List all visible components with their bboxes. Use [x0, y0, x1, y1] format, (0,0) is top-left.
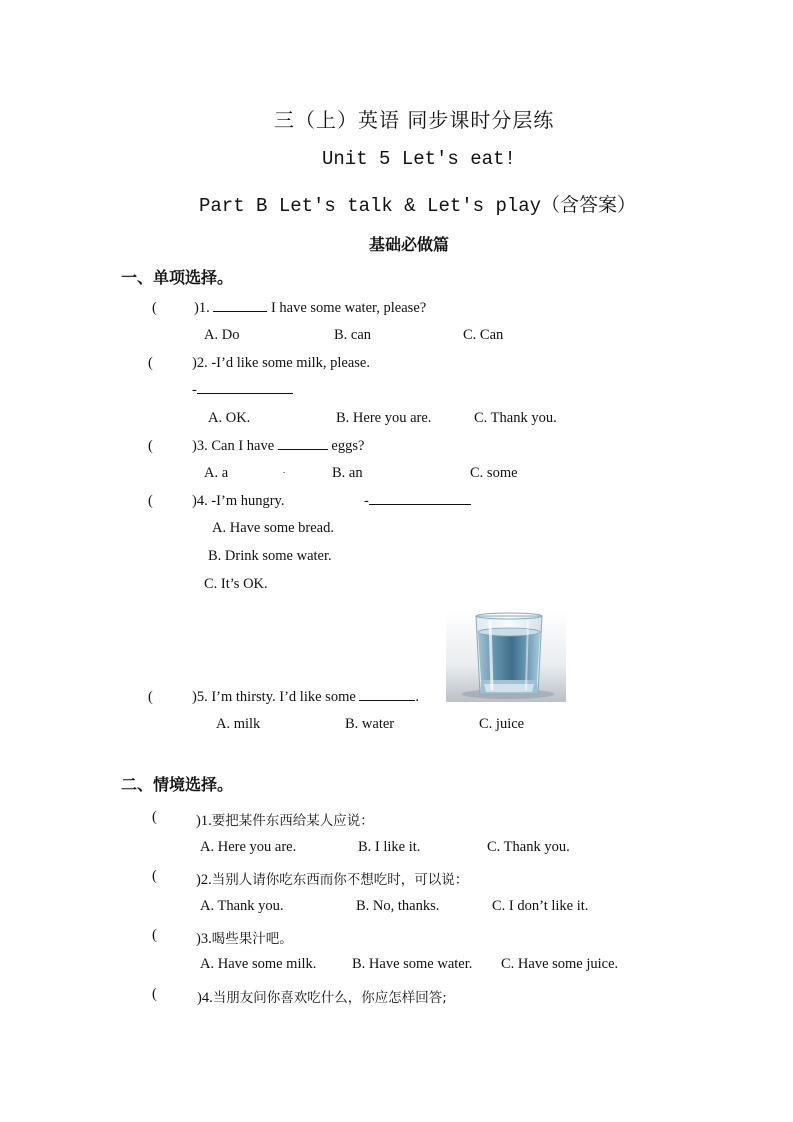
question-1: [194, 300, 426, 317]
option: C. I don’t like it.: [492, 898, 589, 914]
answer-paren: (: [152, 300, 157, 316]
answer-blank[interactable]: [369, 504, 471, 505]
question-number: )4.: [197, 990, 213, 1006]
page-title: 三（上）英语 同步课时分层练: [274, 108, 555, 132]
question-number: )1.: [196, 813, 212, 829]
question-text: 当朋友问你喜欢吃什么，你应怎样回答;: [212, 990, 447, 1006]
question-number: )2.: [196, 872, 212, 888]
option: A. Have some bread.: [212, 520, 334, 536]
option: C. Thank you.: [487, 839, 570, 855]
situation-question-1: [196, 809, 374, 830]
glass-of-water-icon: [446, 610, 566, 702]
answer-paren: (: [152, 927, 157, 943]
option: A. milk: [216, 716, 261, 732]
answer-paren: (: [148, 438, 153, 454]
reply-line: [192, 382, 293, 399]
option: A. Here you are.: [200, 839, 297, 855]
reply-line: [364, 493, 471, 510]
question-text: -I’d like some milk, please.: [211, 355, 370, 371]
option: C. Can: [463, 327, 504, 343]
option: C. some: [470, 465, 518, 481]
answer-paren: (: [148, 493, 153, 509]
option: C. It’s OK.: [204, 576, 268, 592]
option: C. juice: [479, 716, 525, 732]
question-number: )3.: [196, 931, 212, 947]
answer-paren: (: [148, 355, 153, 371]
answer-paren: (: [152, 868, 157, 884]
option: B. Here you are.: [336, 410, 432, 426]
question-number: )5.: [192, 689, 208, 705]
question-text: 当别人请你吃东西而你不想吃时，可以说：: [211, 872, 469, 888]
answer-paren: (: [152, 986, 157, 1002]
question-3: [192, 438, 364, 455]
answer-blank[interactable]: [213, 311, 267, 312]
option: A. Thank you.: [200, 898, 284, 914]
option: B. can: [334, 327, 372, 343]
reply-dash: -: [192, 382, 197, 398]
question-text: Can I have: [211, 438, 278, 454]
option: B. No, thanks.: [356, 898, 440, 914]
question-number: )2.: [192, 355, 208, 371]
option: B. water: [345, 716, 395, 732]
answer-blank[interactable]: [197, 393, 293, 394]
question-text: .: [415, 689, 420, 705]
question-2: [192, 355, 370, 372]
question-text: I’m thirsty. I’d like some: [211, 689, 360, 705]
option: A. OK.: [208, 410, 251, 426]
option: C. Have some juice.: [501, 956, 619, 972]
option: B. Drink some water.: [208, 548, 332, 564]
option: B. I like it.: [358, 839, 421, 855]
section-2-heading: 二、情境选择。: [121, 775, 234, 794]
level-heading: 基础必做篇: [369, 235, 450, 254]
part-title: Part B Let's talk & Let's play（含答案）: [199, 195, 637, 217]
option: C. Thank you.: [474, 410, 557, 426]
question-text: 要把某件东西给某人应说：: [211, 813, 374, 829]
answer-paren: (: [152, 809, 157, 825]
question-number: )4.: [192, 493, 208, 509]
question-text: eggs?: [327, 438, 365, 454]
option: A. Have some milk.: [200, 956, 317, 972]
option: A. a: [204, 465, 229, 481]
question-text: I have some water, please?: [267, 300, 427, 316]
reply-dash: -: [364, 493, 369, 509]
question-text: -I’m hungry.: [211, 493, 285, 509]
question-5: [192, 689, 419, 706]
stray-dot: .: [283, 465, 286, 475]
option: B. Have some water.: [352, 956, 473, 972]
unit-title: Unit 5 Let's eat!: [322, 148, 516, 170]
question-number: )3.: [192, 438, 208, 454]
option: A. Do: [204, 327, 240, 343]
question-number: )1.: [194, 300, 210, 316]
question-4: [192, 493, 285, 510]
answer-paren: (: [148, 689, 153, 705]
answer-blank[interactable]: [278, 449, 328, 450]
question-text: 喝些果汁吧。: [211, 931, 293, 947]
option: B. an: [332, 465, 363, 481]
situation-question-4: [197, 986, 447, 1007]
answer-blank[interactable]: [359, 700, 415, 701]
situation-question-2: [196, 868, 468, 889]
situation-question-3: [196, 927, 293, 948]
section-1-heading: 一、单项选择。: [121, 268, 234, 287]
